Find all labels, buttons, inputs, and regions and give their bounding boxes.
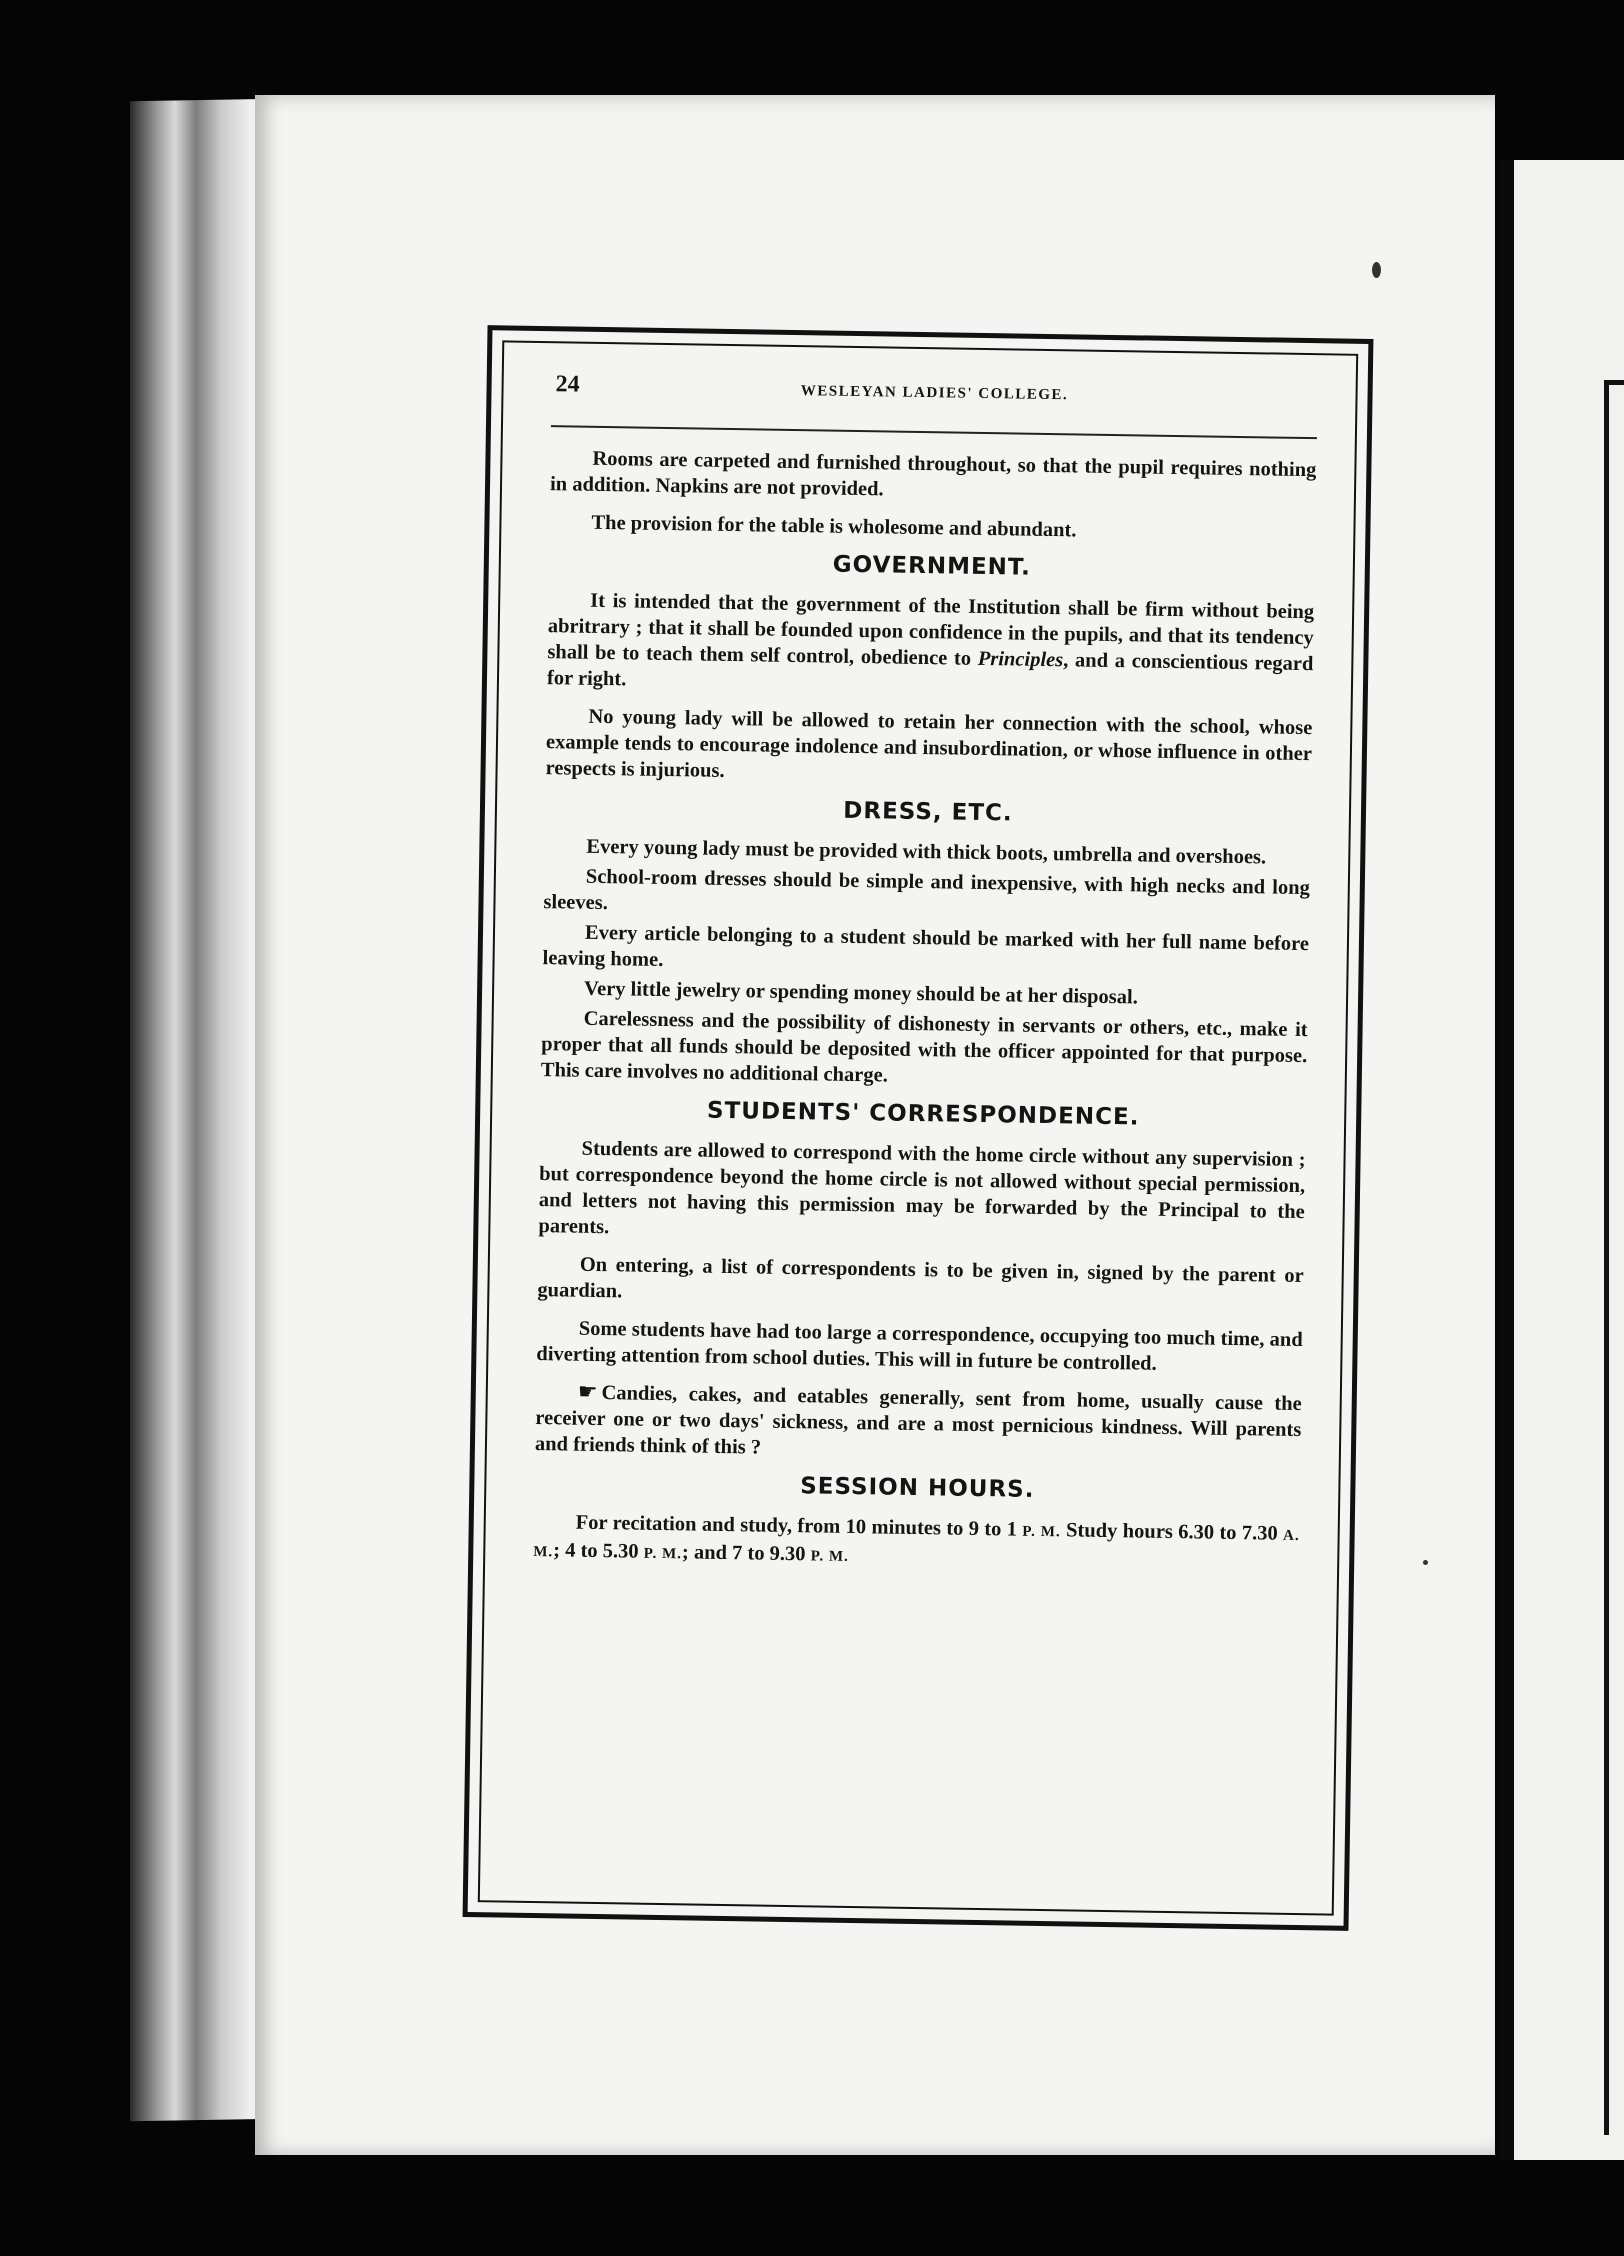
pointing-hand-icon: ☛ xyxy=(577,1379,598,1405)
paragraph: No young lady will be allowed to retain her connection with the school, whose example tends to encourage indolence and insubordination, or whose influence in other respects is injurious. xyxy=(545,705,1313,782)
paragraph: Students are allowed to correspond with the home circle without any supervision ; but correspondence beyond the home circle is not allowed without special permission, and letters not having this permission may be forwarded by the Principal to the parents. xyxy=(538,1137,1306,1239)
paragraph: It is intended that the government of the Institution shall be firm without being abritrary ; that it shall be founded upon confidence in the pupils, and that its tendency shall be to teach them self control, obedience to Principles, and a conscientious regard for right. xyxy=(546,589,1315,691)
paragraph: For recitation and study, from 10 minutes to 9 to 1 P. M. Study hours 6.30 to 7.30 A. M.; 4 to 5.30 P. M.; and 7 to 9.30 P. M. xyxy=(533,1511,1300,1566)
paragraph: School-room dresses should be simple and inexpensive, with high necks and long sleeves. xyxy=(543,865,1310,915)
page-border xyxy=(463,325,1374,1931)
page-number: 24 xyxy=(555,371,580,398)
paragraph: The provision for the table is wholesome and abundant. xyxy=(591,511,1077,542)
page-text xyxy=(528,361,1318,1893)
section-heading-dress: DRESS, ETC. xyxy=(843,797,1013,827)
italic-word: Principles xyxy=(977,647,1064,672)
paragraph: Rooms are carpeted and furnished throughout, so that the pupil requires nothing in addition. Napkins are not provided. xyxy=(549,447,1317,501)
running-head xyxy=(551,361,1318,427)
paragraph: Very little jewelry or spending money should be at her disposal. xyxy=(583,977,1138,1009)
paragraph: Every article belonging to a student should be marked with her full name before leaving home. xyxy=(542,921,1310,971)
paragraph: On entering, a list of correspondents is to be given in, signed by the parent or guardian. xyxy=(537,1253,1304,1303)
page-border-inner xyxy=(478,340,1358,1915)
right-page-frame-fragment xyxy=(1604,380,1624,2135)
section-heading-session-hours: SESSION HOURS. xyxy=(800,1473,1035,1503)
paragraph: Some students have had too large a correspondence, occupying too much time, and diverting attention from school duties. This will in future be controlled. xyxy=(536,1317,1303,1375)
paragraph: ☛ Candies, cakes, and eatables generally, sent from home, usually cause the receiver one or two days' sickness, and are a most pernicious kindness. Will parents and friends think of this ? xyxy=(534,1379,1302,1459)
paragraph: Carelessness and the possibility of dishonesty in servants or others, etc., make it proper that all funds should be deposited with the officer appointed for that purpose. This care involves no additional charge. xyxy=(540,1007,1308,1087)
running-title: WESLEYAN LADIES' COLLEGE. xyxy=(800,383,1069,404)
right-page-edge xyxy=(1500,160,1624,2160)
ink-speck xyxy=(1423,1560,1428,1565)
section-heading-correspondence: STUDENTS' CORRESPONDENCE. xyxy=(706,1097,1140,1131)
ink-speck xyxy=(1372,262,1381,278)
header-rule xyxy=(551,425,1317,439)
paragraph: Every young lady must be provided with thick boots, umbrella and overshoes. xyxy=(586,835,1267,869)
section-heading-government: GOVERNMENT. xyxy=(832,551,1032,581)
